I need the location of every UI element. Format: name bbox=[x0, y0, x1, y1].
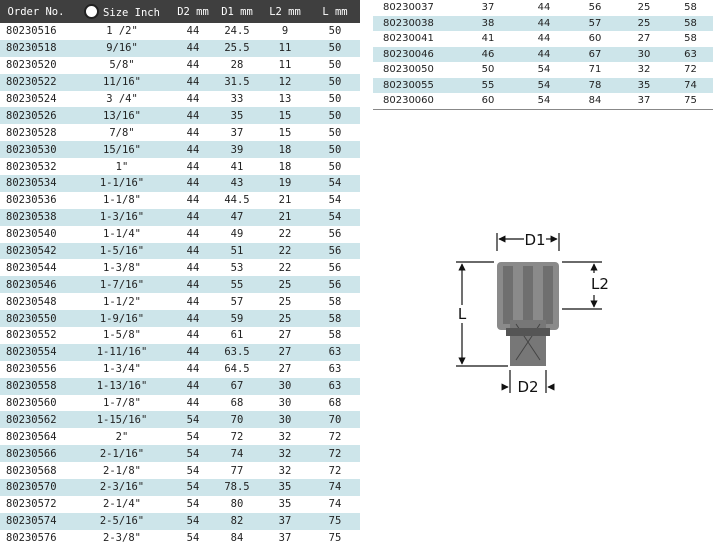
table-cell: 80230041 bbox=[383, 33, 434, 45]
table-cell: 50 bbox=[481, 64, 495, 76]
table-cell: 80230568 bbox=[6, 464, 57, 477]
table-row bbox=[373, 31, 713, 47]
table-cell: 5/8" bbox=[109, 59, 135, 72]
socket-flute bbox=[543, 266, 553, 324]
table-cell: 80230542 bbox=[0, 243, 72, 260]
table-cell: 51 bbox=[214, 243, 260, 260]
table-cell: 74 bbox=[328, 498, 342, 511]
table-cell: 54 bbox=[172, 445, 214, 462]
table-row bbox=[0, 428, 360, 445]
table-cell: 70 bbox=[214, 411, 260, 428]
table-cell: 63 bbox=[328, 363, 342, 376]
table-cell: 80230552 bbox=[6, 329, 57, 342]
table-cell: 37 bbox=[637, 95, 651, 107]
table-cell: 80230050 bbox=[383, 64, 434, 76]
table-cell: 2-3/8" bbox=[103, 532, 141, 545]
spec-table-right bbox=[373, 0, 713, 110]
table-row bbox=[0, 293, 360, 310]
table-cell: 44 bbox=[186, 397, 200, 410]
table-cell: 1-1/16" bbox=[72, 175, 172, 192]
table-cell: 37 bbox=[260, 513, 310, 530]
table-cell: 54 bbox=[537, 95, 551, 107]
header-size-inch bbox=[72, 0, 172, 23]
label-d1: D1 bbox=[524, 231, 546, 249]
table-cell: 57 bbox=[230, 295, 244, 308]
table-cell: 50 bbox=[328, 59, 342, 72]
table-cell: 80230574 bbox=[0, 513, 72, 530]
table-cell: 32 bbox=[260, 445, 310, 462]
table-cell: 80230534 bbox=[0, 175, 72, 192]
table-cell: 78 bbox=[570, 78, 620, 94]
socket-dimension-diagram bbox=[440, 225, 620, 405]
table-cell: 80230055 bbox=[373, 78, 458, 94]
table-cell: 2-1/4" bbox=[103, 498, 141, 511]
table-cell: 80230576 bbox=[6, 532, 57, 545]
table-cell: 80230572 bbox=[6, 498, 57, 511]
table-cell: 44 bbox=[518, 47, 570, 63]
table-row bbox=[0, 462, 360, 479]
table-cell: 50 bbox=[328, 25, 342, 38]
table-cell: 18 bbox=[278, 160, 292, 173]
table-cell: 56 bbox=[310, 243, 360, 260]
table-cell: 50 bbox=[310, 141, 360, 158]
table-cell: 44 bbox=[172, 209, 214, 226]
table-cell: 80230038 bbox=[373, 16, 458, 32]
table-cell: 1" bbox=[115, 160, 129, 173]
table-cell: 80230544 bbox=[6, 261, 57, 274]
table-cell: 44 bbox=[186, 329, 200, 342]
table-header-row bbox=[0, 0, 360, 23]
table-cell: 68 bbox=[328, 397, 342, 410]
table-cell: 80230560 bbox=[6, 397, 57, 410]
table-cell: 25.5 bbox=[214, 40, 260, 57]
table-row bbox=[0, 23, 360, 40]
table-cell: 80230566 bbox=[0, 445, 72, 462]
table-cell: 7/8" bbox=[109, 126, 135, 139]
label-l: L bbox=[457, 305, 467, 323]
table-cell: 54 bbox=[328, 194, 342, 207]
table-cell: 1-1/4" bbox=[103, 228, 141, 241]
table-cell: 27 bbox=[260, 344, 310, 361]
table-cell: 22 bbox=[278, 261, 292, 274]
table-cell: 50 bbox=[328, 126, 342, 139]
table-cell: 44 bbox=[172, 344, 214, 361]
table-cell: 31.5 bbox=[214, 74, 260, 91]
table-cell: 9 bbox=[281, 25, 289, 38]
header-order-no: Order No. bbox=[0, 0, 72, 23]
table-cell: 27 bbox=[637, 33, 651, 45]
left-table-body bbox=[0, 23, 360, 547]
table-cell: 3 /4" bbox=[106, 93, 138, 105]
header-d1: D1 mm bbox=[214, 0, 260, 23]
table-cell: 44 bbox=[186, 59, 200, 72]
label-l2: L2 bbox=[591, 275, 609, 293]
table-cell: 84 bbox=[230, 532, 244, 545]
table-row bbox=[0, 395, 360, 412]
table-row bbox=[0, 445, 360, 462]
table-cell: 58 bbox=[310, 310, 360, 327]
table-row bbox=[0, 91, 360, 108]
table-row bbox=[0, 40, 360, 57]
table-cell: 27 bbox=[278, 363, 292, 376]
table-row bbox=[0, 226, 360, 243]
table-cell: 1-1/8" bbox=[103, 194, 141, 207]
table-row bbox=[373, 93, 713, 109]
table-cell: 67 bbox=[570, 47, 620, 63]
table-row bbox=[0, 124, 360, 141]
table-cell: 49 bbox=[230, 228, 244, 241]
table-cell: 1-11/16" bbox=[72, 344, 172, 361]
table-cell: 15 bbox=[278, 126, 292, 139]
table-cell: 58 bbox=[328, 295, 342, 308]
table-cell: 2-3/16" bbox=[72, 479, 172, 496]
table-cell: 56 bbox=[328, 228, 342, 241]
table-cell: 1-7/8" bbox=[103, 397, 141, 410]
table-cell: 80230046 bbox=[373, 47, 458, 63]
table-cell: 54 bbox=[172, 513, 214, 530]
table-cell: 22 bbox=[260, 243, 310, 260]
table-cell: 75 bbox=[684, 95, 697, 107]
table-cell: 80230550 bbox=[0, 310, 72, 327]
table-cell: 25 bbox=[278, 295, 292, 308]
table-cell: 44 bbox=[172, 175, 214, 192]
table-cell: 80230540 bbox=[6, 228, 57, 241]
table-cell: 80230570 bbox=[0, 479, 72, 496]
table-cell: 2-1/8" bbox=[103, 464, 141, 477]
table-row bbox=[373, 0, 713, 16]
table-cell: 59 bbox=[214, 310, 260, 327]
table-cell: 80230524 bbox=[6, 93, 57, 105]
table-cell: 50 bbox=[328, 93, 342, 105]
table-cell: 63 bbox=[310, 344, 360, 361]
table-cell: 11 bbox=[260, 40, 310, 57]
header-d2: D2 mm bbox=[172, 0, 214, 23]
table-cell: 54 bbox=[186, 532, 200, 545]
table-cell: 19 bbox=[260, 175, 310, 192]
table-cell: 30 bbox=[620, 47, 668, 63]
table-row bbox=[0, 175, 360, 192]
table-cell: 32 bbox=[278, 464, 292, 477]
table-cell: 44 bbox=[537, 2, 551, 14]
table-cell: 25 bbox=[637, 2, 651, 14]
table-cell: 25 bbox=[620, 16, 668, 32]
socket-illustration bbox=[497, 262, 559, 366]
table-row bbox=[373, 16, 713, 32]
table-cell: 37 bbox=[230, 126, 244, 139]
table-cell: 63 bbox=[310, 378, 360, 395]
table-cell: 28 bbox=[230, 59, 244, 72]
table-cell: 60 bbox=[481, 95, 495, 107]
table-cell: 1 /2" bbox=[106, 25, 138, 38]
table-cell: 44 bbox=[186, 363, 200, 376]
table-row bbox=[0, 344, 360, 361]
table-cell: 50 bbox=[310, 74, 360, 91]
table-row bbox=[373, 47, 713, 63]
socket-ring bbox=[506, 328, 550, 336]
table-cell: 44 bbox=[172, 74, 214, 91]
table-cell: 55 bbox=[458, 78, 518, 94]
table-cell: 80230556 bbox=[6, 363, 57, 376]
table-cell: 22 bbox=[278, 228, 292, 241]
header-size-inch-label: Size Inch bbox=[103, 7, 160, 19]
table-cell: 44 bbox=[186, 25, 200, 38]
table-cell: 30 bbox=[278, 397, 292, 410]
table-cell: 15/16" bbox=[72, 141, 172, 158]
socket-drive-end bbox=[510, 320, 546, 366]
table-row bbox=[0, 259, 360, 276]
table-cell: 11 bbox=[278, 59, 292, 72]
table-cell: 44 bbox=[186, 126, 200, 139]
table-cell: 72 bbox=[310, 445, 360, 462]
table-cell: 13/16" bbox=[72, 107, 172, 124]
table-cell: 54 bbox=[172, 411, 214, 428]
table-cell: 80230530 bbox=[0, 141, 72, 158]
table-cell: 55 bbox=[214, 276, 260, 293]
table-cell: 72 bbox=[328, 464, 342, 477]
table-cell: 54 bbox=[172, 479, 214, 496]
table-cell: 75 bbox=[328, 532, 342, 545]
table-cell: 80230516 bbox=[6, 25, 57, 38]
table-row bbox=[0, 74, 360, 91]
table-cell: 80230060 bbox=[383, 95, 434, 107]
table-cell: 35 bbox=[620, 78, 668, 94]
table-cell: 80230520 bbox=[6, 59, 57, 72]
table-cell: 24.5 bbox=[224, 25, 250, 38]
table-cell: 54 bbox=[518, 78, 570, 94]
table-cell: 54 bbox=[186, 430, 200, 443]
table-cell: 82 bbox=[214, 513, 260, 530]
table-cell: 44 bbox=[186, 160, 200, 173]
table-cell: 44 bbox=[186, 295, 200, 308]
table-row bbox=[0, 209, 360, 226]
table-cell: 56 bbox=[328, 261, 342, 274]
table-cell: 80 bbox=[230, 498, 244, 511]
table-cell: 80230538 bbox=[0, 209, 72, 226]
table-cell: 80230532 bbox=[6, 160, 57, 173]
table-cell: 33 bbox=[230, 93, 244, 105]
table-cell: 44 bbox=[186, 261, 200, 274]
table-cell: 50 bbox=[328, 160, 342, 173]
table-cell: 21 bbox=[278, 194, 292, 207]
table-cell: 44 bbox=[172, 378, 214, 395]
table-cell: 32 bbox=[637, 64, 651, 76]
table-cell: 41 bbox=[230, 160, 244, 173]
table-cell: 1-3/8" bbox=[103, 261, 141, 274]
table-cell: 80230037 bbox=[383, 2, 434, 14]
table-cell: 18 bbox=[260, 141, 310, 158]
table-cell: 80230518 bbox=[0, 40, 72, 57]
table-cell: 80230528 bbox=[6, 126, 57, 139]
table-cell: 44 bbox=[537, 33, 551, 45]
table-cell: 1-1/2" bbox=[103, 295, 141, 308]
table-cell: 56 bbox=[588, 2, 602, 14]
table-cell: 44 bbox=[518, 16, 570, 32]
table-row bbox=[0, 141, 360, 158]
circle-icon bbox=[84, 4, 99, 19]
table-cell: 54 bbox=[186, 464, 200, 477]
table-cell: 57 bbox=[570, 16, 620, 32]
table-cell: 27 bbox=[278, 329, 292, 342]
table-cell: 80230554 bbox=[0, 344, 72, 361]
table-row bbox=[0, 276, 360, 293]
table-cell: 1-5/8" bbox=[103, 329, 141, 342]
table-cell: 74 bbox=[214, 445, 260, 462]
table-cell: 44 bbox=[186, 194, 200, 207]
table-cell: 80230536 bbox=[6, 194, 57, 207]
socket-flute bbox=[503, 266, 513, 324]
table-cell: 25 bbox=[260, 276, 310, 293]
table-cell: 47 bbox=[214, 209, 260, 226]
table-cell: 44.5 bbox=[224, 194, 250, 207]
table-cell: 1-15/16" bbox=[72, 411, 172, 428]
table-cell: 37 bbox=[481, 2, 495, 14]
table-cell: 1-3/16" bbox=[72, 209, 172, 226]
table-cell: 71 bbox=[588, 64, 602, 76]
table-cell: 12 bbox=[260, 74, 310, 91]
table-cell: 44 bbox=[172, 276, 214, 293]
table-row bbox=[0, 192, 360, 209]
table-cell: 54 bbox=[186, 498, 200, 511]
table-cell: 44 bbox=[172, 310, 214, 327]
table-cell: 80230548 bbox=[6, 295, 57, 308]
table-cell: 35 bbox=[214, 107, 260, 124]
table-row bbox=[0, 513, 360, 530]
table-cell: 2-1/16" bbox=[72, 445, 172, 462]
table-cell: 9/16" bbox=[72, 40, 172, 57]
label-d2: D2 bbox=[517, 378, 539, 396]
table-cell: 74 bbox=[668, 78, 713, 94]
table-cell: 63.5 bbox=[214, 344, 260, 361]
table-cell: 67 bbox=[214, 378, 260, 395]
table-cell: 35 bbox=[278, 498, 292, 511]
table-row bbox=[0, 107, 360, 124]
table-cell: 58 bbox=[668, 16, 713, 32]
table-cell: 84 bbox=[588, 95, 602, 107]
table-row bbox=[373, 78, 713, 94]
table-cell: 72 bbox=[684, 64, 697, 76]
table-cell: 13 bbox=[278, 93, 292, 105]
table-cell: 32 bbox=[278, 430, 292, 443]
table-row bbox=[0, 310, 360, 327]
header-l2: L2 mm bbox=[260, 0, 310, 23]
table-cell: 35 bbox=[260, 479, 310, 496]
table-cell: 78.5 bbox=[214, 479, 260, 496]
table-cell: 72 bbox=[230, 430, 244, 443]
table-cell: 72 bbox=[328, 430, 342, 443]
table-cell: 44 bbox=[172, 243, 214, 260]
table-row bbox=[0, 530, 360, 547]
table-cell: 46 bbox=[458, 47, 518, 63]
table-cell: 80230562 bbox=[0, 411, 72, 428]
table-cell: 1-9/16" bbox=[72, 310, 172, 327]
table-row bbox=[0, 496, 360, 513]
table-cell: 11/16" bbox=[72, 74, 172, 91]
table-cell: 80230526 bbox=[0, 107, 72, 124]
table-cell: 50 bbox=[310, 40, 360, 57]
table-cell: 39 bbox=[214, 141, 260, 158]
table-cell: 80230564 bbox=[6, 430, 57, 443]
table-row bbox=[373, 62, 713, 78]
table-cell: 41 bbox=[481, 33, 495, 45]
table-row bbox=[0, 361, 360, 378]
table-cell: 37 bbox=[278, 532, 292, 545]
table-cell: 54 bbox=[310, 175, 360, 192]
socket-flute bbox=[523, 266, 533, 324]
table-row bbox=[0, 411, 360, 428]
table-cell: 38 bbox=[458, 16, 518, 32]
table-cell: 54 bbox=[310, 209, 360, 226]
table-cell: 1-5/16" bbox=[72, 243, 172, 260]
table-cell: 50 bbox=[310, 107, 360, 124]
table-cell: 77 bbox=[230, 464, 244, 477]
table-cell: 68 bbox=[230, 397, 244, 410]
table-cell: 21 bbox=[260, 209, 310, 226]
table-cell: 58 bbox=[328, 329, 342, 342]
table-row bbox=[0, 243, 360, 260]
table-cell: 43 bbox=[214, 175, 260, 192]
table-cell: 1-7/16" bbox=[72, 276, 172, 293]
table-row bbox=[0, 327, 360, 344]
table-cell: 58 bbox=[684, 33, 697, 45]
table-row bbox=[0, 158, 360, 175]
table-cell: 30 bbox=[260, 411, 310, 428]
table-cell: 2" bbox=[115, 430, 129, 443]
table-cell: 30 bbox=[260, 378, 310, 395]
header-l: L mm bbox=[310, 0, 360, 23]
table-cell: 58 bbox=[684, 2, 697, 14]
table-cell: 1-13/16" bbox=[72, 378, 172, 395]
table-cell: 44 bbox=[172, 40, 214, 57]
table-cell: 75 bbox=[310, 513, 360, 530]
table-cell: 44 bbox=[172, 141, 214, 158]
table-cell: 60 bbox=[588, 33, 602, 45]
table-cell: 63 bbox=[668, 47, 713, 63]
table-cell: 53 bbox=[230, 261, 244, 274]
table-cell: 44 bbox=[186, 93, 200, 105]
table-cell: 25 bbox=[260, 310, 310, 327]
table-cell: 80230546 bbox=[0, 276, 72, 293]
table-cell: 56 bbox=[310, 276, 360, 293]
table-cell: 44 bbox=[186, 228, 200, 241]
table-cell: 54 bbox=[537, 64, 551, 76]
table-cell: 70 bbox=[310, 411, 360, 428]
table-cell: 64.5 bbox=[224, 363, 250, 376]
table-cell: 74 bbox=[310, 479, 360, 496]
table-cell: 15 bbox=[260, 107, 310, 124]
right-table-body bbox=[373, 0, 713, 109]
table-row bbox=[0, 57, 360, 74]
table-cell: 44 bbox=[172, 107, 214, 124]
table-row bbox=[0, 479, 360, 496]
table-cell: 2-5/16" bbox=[72, 513, 172, 530]
table-row bbox=[0, 378, 360, 395]
table-cell: 61 bbox=[230, 329, 244, 342]
table-cell: 80230558 bbox=[0, 378, 72, 395]
table-cell: 80230522 bbox=[0, 74, 72, 91]
table-cell: 1-3/4" bbox=[103, 363, 141, 376]
